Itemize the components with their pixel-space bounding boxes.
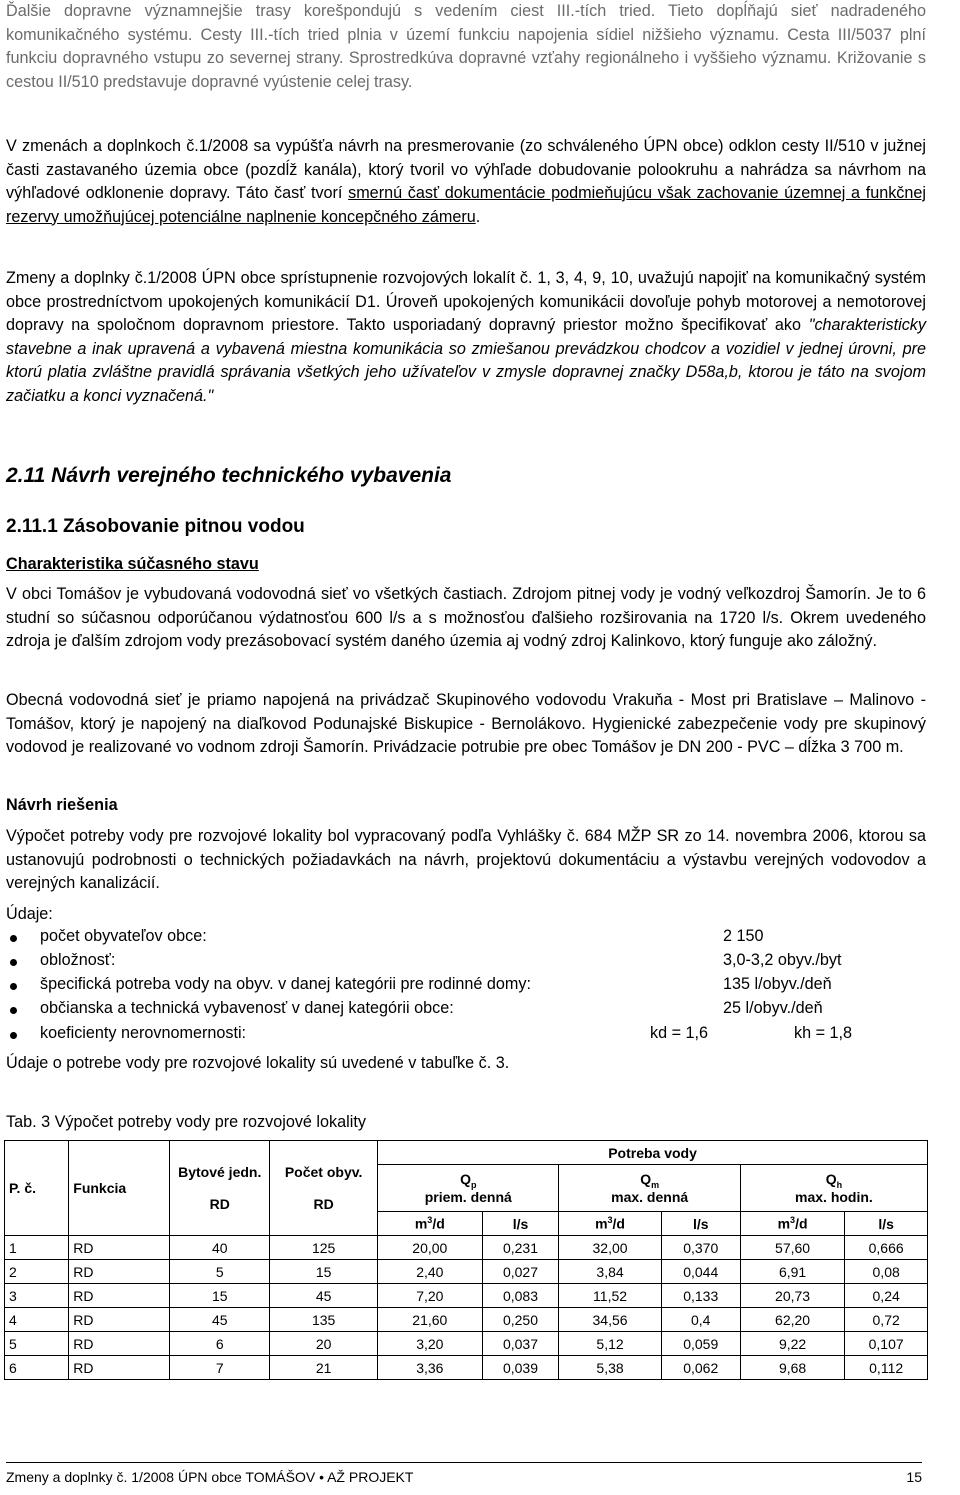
cell-pc: 1 [5, 1236, 69, 1260]
paragraph-table-ref: Údaje o potrebe vody pre rozvojové lokality sú uvedené v tabuľke č. 3. [6, 1054, 510, 1072]
data-label: Údaje: [6, 905, 53, 923]
cell-pc: 2 [5, 1260, 69, 1284]
header-funkcia: Funkcia [69, 1141, 170, 1236]
cell-qh-m3d: 20,73 [740, 1284, 844, 1308]
unit-sup: 3 [427, 1215, 433, 1226]
paragraph-water-network: Obecná vodovodná sieť je priamo napojená na privádzač Skupinového vodovodu Vrakuňa - Most pri Bratislave – Malinovo - Tomášov, ktorý je napojený na diaľkovod Podunajské Biskupice - Bernolákovo. Hygienické zabezpečenie vody pre skupinový vodovod je realizované vo vodnom zdroji Šamorín. Privádzacie potrubie pre obec Tomášov je DN 200 - PVC – dĺžka 3 700 m. [6, 691, 926, 756]
cell-qh-m3d: 9,68 [740, 1356, 844, 1380]
cell-qm-ls: 0,059 [661, 1332, 740, 1356]
paragraph-water-source: V obci Tomášov je vybudovaná vodovodná sieť vo všetkých častiach. Zdrojom pitnej vody je vodný veľkozdroj Šamorín. Je to 6 studní so súčasnou odporúčanou výdatnosťou 600 l/s a s možnosťou ďalšieho rozširovania na 1720 l/s. Okrem uvedeného zdroja je ďalším zdrojom vody prezásobovací systém daného územia aj vodný zdroj Kalinkovo, ktorý funguje ako záložný. [6, 585, 926, 650]
header-qp-desc: priem. denná [424, 1189, 512, 1206]
cell-pc: 5 [5, 1332, 69, 1356]
header-qm-sub: m [651, 1179, 660, 1190]
section-heading-2-11-1: 2.11.1 Zásobovanie pitnou vodou [6, 516, 305, 537]
cell-qp-ls: 0,250 [482, 1308, 559, 1332]
bullet-item [6, 951, 926, 975]
cell-qp-m3d: 7,20 [378, 1284, 482, 1308]
table-caption: Tab. 3 Výpočet potreby vody pre rozvojové lokality [6, 1113, 366, 1131]
cell-funkcia: RD [69, 1332, 170, 1356]
cell-funkcia: RD [69, 1284, 170, 1308]
cell-qh-m3d: 9,22 [740, 1332, 844, 1356]
cell-pc: 6 [5, 1356, 69, 1380]
bullet-label: koeficienty nerovnomernosti: [40, 1024, 247, 1042]
cell-pocet: 135 [270, 1308, 378, 1332]
cell-qp-m3d: 21,60 [378, 1308, 482, 1332]
header-pc: P. č. [5, 1141, 69, 1236]
header-qm [559, 1165, 740, 1212]
table-header-row [5, 1141, 928, 1165]
cell-qp-m3d: 3,36 [378, 1356, 482, 1380]
paragraph-calculation: Výpočet potreby vody pre rozvojové lokality bol vypracovaný podľa Vyhlášky č. 684 MŽP SR zo 14. novembra 2006, ktorou sa ustanovujú podrobnosti o technických požiadavkách na návrh, projektovú dokumentáciu a výstavbu verejných vodovodov a verejných kanalizácií. [6, 827, 926, 892]
bullet-label: občianska a technická vybavenosť v danej kategórii obce: [40, 999, 454, 1017]
header-qp [378, 1165, 559, 1212]
bullet-dot [10, 1032, 17, 1039]
cell-bytove: 6 [170, 1332, 270, 1356]
footer-divider [6, 1462, 922, 1463]
bullet-label: obložnosť: [40, 951, 116, 969]
unit-m: m [595, 1215, 608, 1232]
bullet-value-2: kh = 1,8 [794, 1024, 853, 1042]
page-number: 15 [906, 1469, 922, 1485]
subheading-proposal: Návrh riešenia [6, 796, 118, 814]
cell-qp-ls: 0,039 [482, 1356, 559, 1380]
table-row [5, 1356, 928, 1380]
cell-qm-m3d: 32,00 [559, 1236, 661, 1260]
cell-qp-m3d: 20,00 [378, 1236, 482, 1260]
paragraph-text: Zmeny a doplnky č.1/2008 ÚPN obce sprístupnenie rozvojových lokalít č. 1, 3, 4, 9, 10, uvažujú napojiť na komunikačný systém obce prostredníctvom upokojených komunikácií D1. Úroveň upokojených komunikácii dovoľuje pohyb motorovej a nemotorovej dopravy na spoločnom dopravnom priestore. Takto usporiadaný dopravný priestor možno špecifikovať ako [6, 269, 926, 334]
cell-qh-ls: 0,24 [845, 1284, 928, 1308]
unit-ls: l/s [482, 1212, 559, 1236]
table-row [5, 1260, 928, 1284]
cell-bytove: 7 [170, 1356, 270, 1380]
table-row [5, 1308, 928, 1332]
cell-qp-m3d: 3,20 [378, 1332, 482, 1356]
cell-pocet: 20 [270, 1332, 378, 1356]
cell-qm-ls: 0,370 [661, 1236, 740, 1260]
cell-qh-ls: 0,08 [845, 1260, 928, 1284]
paragraph-text-end: . [475, 207, 481, 226]
cell-bytove: 40 [170, 1236, 270, 1260]
cell-qm-m3d: 3,84 [559, 1260, 661, 1284]
footer-title: Zmeny a doplnky č. 1/2008 ÚPN obce TOMÁŠOV • AŽ PROJEKT [6, 1469, 414, 1485]
page-footer [6, 1469, 922, 1485]
cell-qh-m3d: 57,60 [740, 1236, 844, 1260]
bullet-dot [10, 1007, 17, 1014]
bullet-dot [10, 983, 17, 990]
cell-pocet: 125 [270, 1236, 378, 1260]
unit-d: /d [432, 1215, 445, 1232]
cell-qm-m3d: 11,52 [559, 1284, 661, 1308]
unit-ls: l/s [661, 1212, 740, 1236]
header-bytove [170, 1141, 270, 1236]
paragraph-roads-intro: Ďalšie dopravne významnejšie trasy korešpondujú s vedením ciest III.-tích tried. Tieto dopĺňajú sieť nadradeného komunikačného systému. Cesty III.-tích tried plnia v území funkciu napojenia sídiel nižšieho významu. Cesta III/5037 plní funkciu dopravného vstupu zo severnej strany. Sprostredkúva dopravné vzťahy regionálneho i vyššieho významu. Križovanie s cestou II/510 predstavuje dopravné vyústenie celej trasy. [6, 2, 926, 91]
header-pocet-label: Počet obyv. [284, 1164, 363, 1180]
cell-bytove: 15 [170, 1284, 270, 1308]
cell-qm-ls: 0,133 [661, 1284, 740, 1308]
cell-funkcia: RD [69, 1260, 170, 1284]
cell-qm-ls: 0,4 [661, 1308, 740, 1332]
cell-qh-m3d: 6,91 [740, 1260, 844, 1284]
cell-pc: 3 [5, 1284, 69, 1308]
italic-quote: "charakteristicky stavebne a inak upravená a vybavená miestna komunikácia so zmiešanou prevádzkou chodcov a vozidiel v jednej úrovni, pre ktorú platia zvláštne pravidlá správania všetkých jeho užívateľov v zmysle dopravnej značky D58a,b, ktorou je táto na svojom začiatku a konci vyznačená." [6, 316, 926, 405]
unit-sup: 3 [790, 1215, 796, 1226]
cell-pocet: 45 [270, 1284, 378, 1308]
header-qm-symbol: Q [640, 1170, 652, 1187]
cell-funkcia: RD [69, 1308, 170, 1332]
header-bytove-rd: RD [209, 1196, 230, 1212]
cell-qp-ls: 0,083 [482, 1284, 559, 1308]
header-qp-sub: p [470, 1179, 477, 1190]
bullet-value: 3,0-3,2 obyv./byt [723, 951, 842, 969]
cell-qh-ls: 0,666 [845, 1236, 928, 1260]
header-potreba-vody: Potreba vody [378, 1141, 928, 1165]
bullet-item [6, 975, 926, 999]
header-qm-desc: max. denná [611, 1189, 689, 1206]
cell-qp-m3d: 2,40 [378, 1260, 482, 1284]
bullet-value: 2 150 [723, 927, 764, 945]
bullet-dot [10, 959, 17, 966]
header-qh-desc: max. hodin. [795, 1189, 873, 1206]
cell-funkcia: RD [69, 1356, 170, 1380]
header-pocet-rd: RD [313, 1196, 334, 1212]
unit-m: m [414, 1215, 428, 1232]
cell-qp-ls: 0,231 [482, 1236, 559, 1260]
cell-qm-m3d: 5,38 [559, 1356, 661, 1380]
cell-pocet: 21 [270, 1356, 378, 1380]
header-pocet [270, 1141, 378, 1236]
cell-qh-ls: 0,72 [845, 1308, 928, 1332]
underlined-text: smernú časť dokumentácie podmieňujúcu však zachovanie územnej a funkčnej rezervy umožňujúcej potenciálne naplnenie koncepčného zámeru [6, 184, 926, 226]
bullet-item [6, 999, 926, 1023]
cell-pc: 4 [5, 1308, 69, 1332]
bullet-value: kd = 1,6 [650, 1024, 709, 1042]
bullet-value: 135 l/obyv./deň [723, 975, 832, 993]
cell-pocet: 15 [270, 1260, 378, 1284]
cell-qm-ls: 0,044 [661, 1260, 740, 1284]
paragraph-changes-2008 [6, 135, 926, 229]
cell-qp-ls: 0,027 [482, 1260, 559, 1284]
unit-d: /d [795, 1215, 808, 1232]
header-qp-symbol: Q [460, 1170, 471, 1187]
cell-qh-ls: 0,112 [845, 1356, 928, 1380]
cell-qm-ls: 0,062 [661, 1356, 740, 1380]
bullet-item [6, 1024, 926, 1048]
section-heading-2-11: 2.11 Návrh verejného technického vybavenia [6, 464, 452, 487]
cell-qh-m3d: 62,20 [740, 1308, 844, 1332]
unit-d: /d [612, 1215, 625, 1232]
table-row [5, 1332, 928, 1356]
bullet-value: 25 l/obyv./deň [723, 999, 823, 1017]
table-row [5, 1236, 928, 1260]
header-bytove-label: Bytové jedn. [178, 1164, 262, 1180]
water-demand-table [4, 1140, 928, 1380]
header-qh-symbol: Q [825, 1170, 837, 1187]
unit-ls: l/s [845, 1212, 928, 1236]
bullet-label: špecifická potreba vody na obyv. v danej kategórii pre rodinné domy: [40, 975, 531, 993]
cell-qm-m3d: 34,56 [559, 1308, 661, 1332]
bullet-label: počet obyvateľov obce: [40, 927, 207, 945]
cell-qp-ls: 0,037 [482, 1332, 559, 1356]
table-row [5, 1284, 928, 1308]
header-qh [740, 1165, 927, 1212]
unit-m3d [559, 1212, 661, 1236]
cell-qh-ls: 0,107 [845, 1332, 928, 1356]
cell-bytove: 45 [170, 1308, 270, 1332]
cell-bytove: 5 [170, 1260, 270, 1284]
header-qh-sub: h [836, 1179, 843, 1190]
unit-m: m [777, 1215, 791, 1232]
cell-funkcia: RD [69, 1236, 170, 1260]
unit-m3d [740, 1212, 844, 1236]
unit-m3d [378, 1212, 482, 1236]
bullet-dot [10, 935, 17, 942]
subheading-current-state: Charakteristika súčasného stavu [6, 555, 259, 573]
paragraph-calm-roads [6, 267, 926, 408]
bullet-item [6, 927, 926, 951]
unit-sup: 3 [607, 1215, 613, 1226]
cell-qm-m3d: 5,12 [559, 1332, 661, 1356]
paragraph-text: V zmenách a doplnkoch č.1/2008 sa vypúšťa návrh na presmerovanie (zo schváleného ÚPN obce) odklon cesty II/510 v južnej časti zastavaného územia obce (pozdĺž kanála), ktorý tvoril vo výhľade dobudovanie polookruhu a nahrádza sa návrhom na výhľadové odklonenie dopravy. Táto časť tvorí [6, 137, 926, 202]
